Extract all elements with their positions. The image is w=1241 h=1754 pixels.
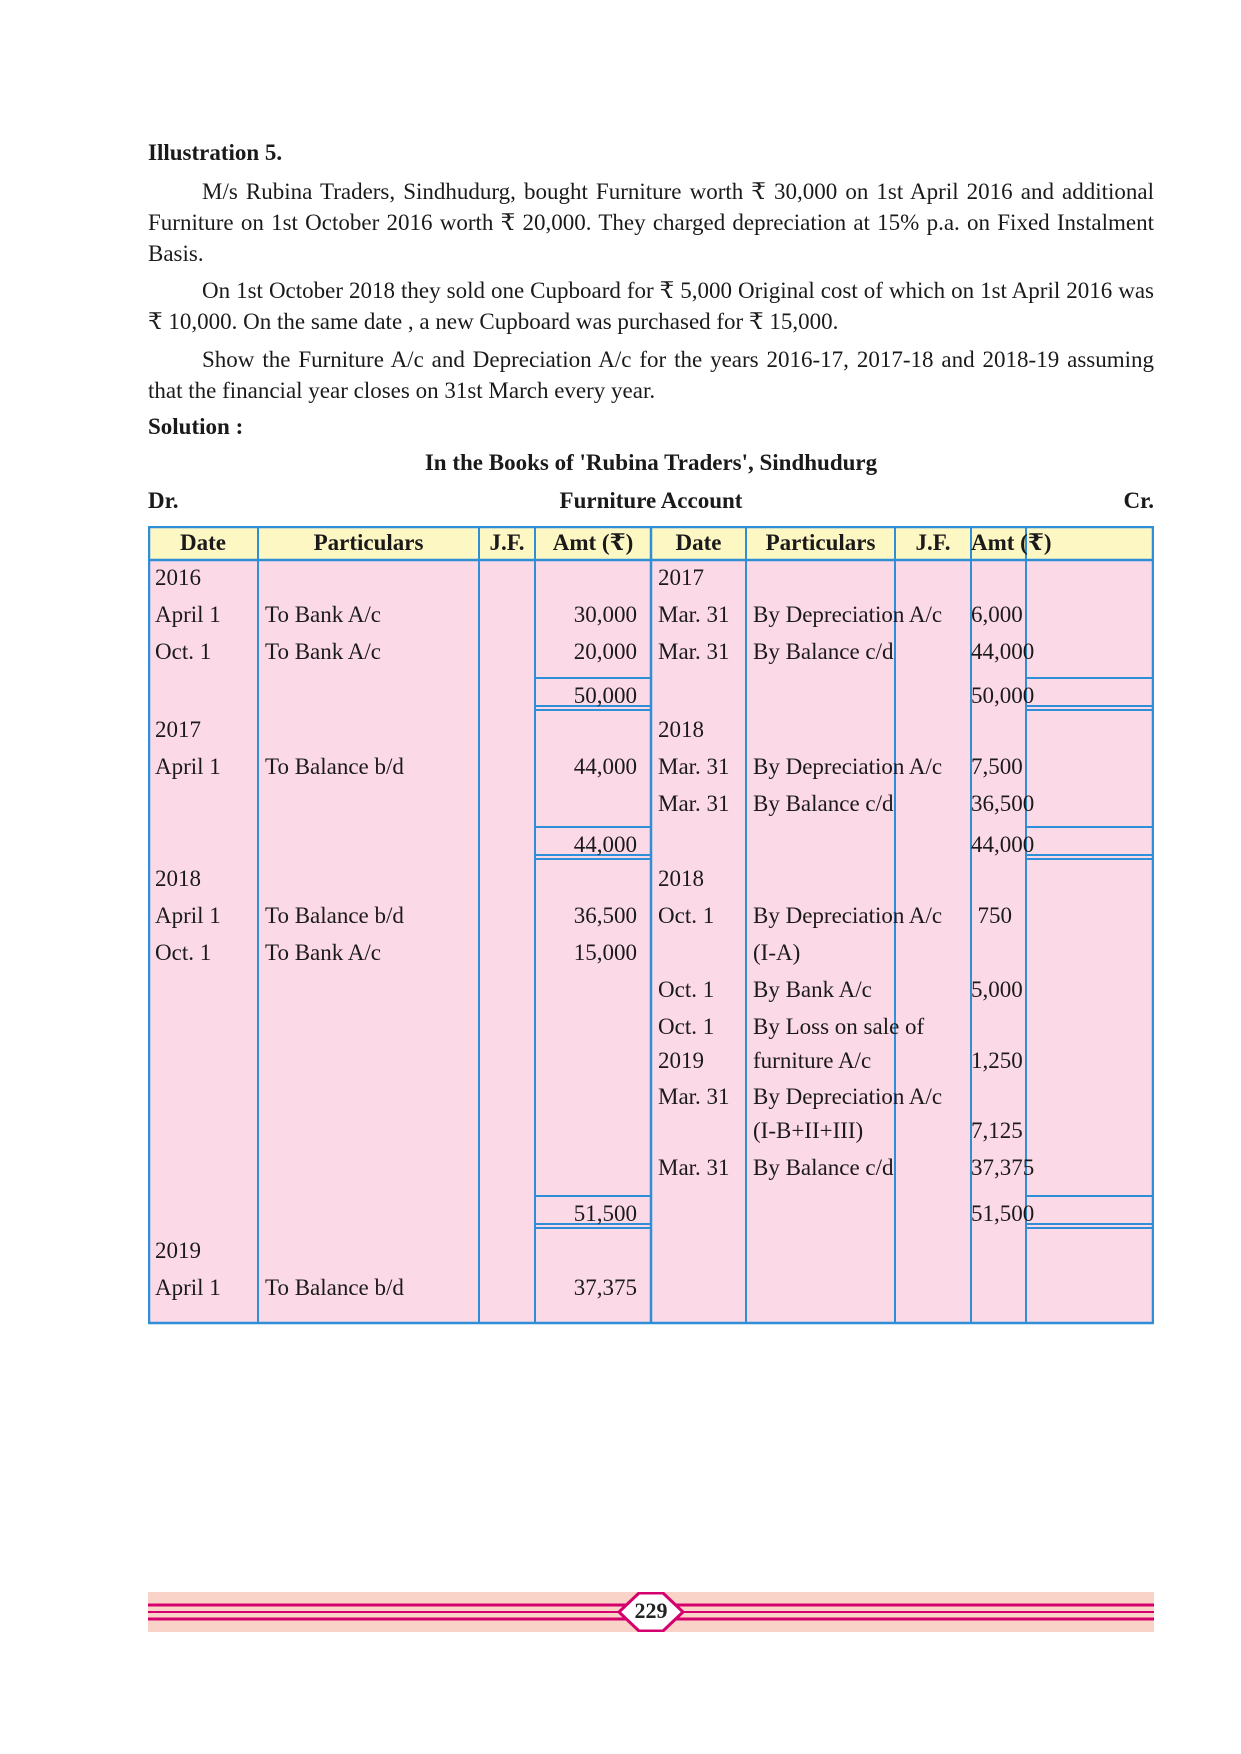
cell-dr-amount: 51,500 (573, 1201, 637, 1226)
cell-dr-particulars: To Bank A/c (265, 602, 381, 627)
header-dr-jf: J.F. (489, 530, 525, 555)
cell-cr-date: Mar. 31 (658, 754, 730, 779)
cell-cr-particulars: By Balance c/d (753, 1155, 894, 1180)
cell-cr-particulars: By Loss on sale of (753, 1014, 925, 1039)
cell-cr-amount: 7,500 (971, 754, 1023, 779)
cell-cr-date: 2018 (658, 866, 704, 891)
cell-cr-particulars: By Balance c/d (753, 639, 894, 664)
solution-label: Solution : (148, 414, 244, 439)
cell-cr-amount: 44,000 (971, 832, 1035, 857)
cell-cr-amount: 750 (977, 903, 1012, 928)
cell-cr-date: Mar. 31 (658, 602, 730, 627)
cell-cr-date: Mar. 31 (658, 1084, 730, 1109)
cell-dr-amount: 30,000 (573, 602, 637, 627)
cell-cr-particulars: (I-A) (753, 940, 801, 965)
cell-cr-date: Mar. 31 (658, 639, 730, 664)
header-cr-date: Date (675, 530, 722, 555)
header-dr-amount: Amt (₹) (552, 530, 634, 555)
cell-cr-amount: 44,000 (971, 639, 1035, 664)
cell-cr-date: Mar. 31 (658, 791, 730, 816)
furniture-ledger-table (148, 526, 1154, 1326)
cell-cr-amount: 36,500 (971, 791, 1035, 816)
cell-dr-amount: 37,375 (573, 1275, 637, 1300)
page-number: 229 (634, 1598, 668, 1623)
cell-cr-date: 2018 (658, 717, 704, 742)
debit-label: Dr. (148, 488, 179, 513)
cell-cr-amount: 6,000 (971, 602, 1023, 627)
cell-dr-amount: 50,000 (573, 683, 637, 708)
cell-cr-particulars: furniture A/c (753, 1048, 872, 1073)
cell-cr-particulars: By Bank A/c (753, 977, 872, 1002)
cell-cr-date: Oct. 1 (658, 903, 715, 928)
header-dr-date: Date (180, 530, 226, 555)
header-cr-amount: Amt (₹) (971, 530, 1052, 555)
cell-dr-particulars: To Balance b/d (265, 754, 404, 779)
cell-cr-particulars: By Depreciation A/c (753, 903, 943, 928)
cell-dr-amount: 44,000 (573, 832, 637, 857)
cell-dr-particulars: To Bank A/c (265, 639, 381, 664)
header-cr-jf: J.F. (915, 530, 951, 555)
account-title: Furniture Account (559, 488, 743, 513)
illustration-heading: Illustration 5. (148, 140, 283, 165)
cell-dr-date: 2017 (155, 717, 201, 742)
cell-cr-amount: 51,500 (971, 1201, 1035, 1226)
books-title: In the Books of 'Rubina Traders', Sindhudurg (424, 450, 878, 475)
cell-dr-particulars: To Balance b/d (265, 1275, 404, 1300)
cell-cr-amount: 50,000 (971, 683, 1035, 708)
cell-cr-amount: 5,000 (971, 977, 1023, 1002)
cell-dr-date: 2016 (155, 565, 201, 590)
problem-paragraph-3: Show the Furniture A/c and Depreciation A/c for the years 2016-17, 2017-18 and 2018-19 assuming that the financial year closes on 31st March every year. (148, 347, 1154, 403)
cell-dr-date: April 1 (155, 1275, 221, 1300)
cell-cr-amount: 7,125 (971, 1118, 1023, 1143)
page-footer (148, 1592, 1154, 1632)
cell-cr-date: Mar. 31 (658, 1155, 730, 1180)
cell-dr-date: Oct. 1 (155, 639, 212, 664)
cell-dr-amount: 15,000 (573, 940, 637, 965)
cell-cr-particulars: By Balance c/d (753, 791, 894, 816)
cell-dr-particulars: To Bank A/c (265, 940, 381, 965)
cell-cr-date: Oct. 1 (658, 1014, 715, 1039)
cell-cr-date: 2017 (658, 565, 704, 590)
cell-dr-date: 2019 (155, 1238, 201, 1263)
cell-cr-date: 2019 (658, 1048, 704, 1073)
cell-cr-amount: 37,375 (971, 1155, 1035, 1180)
header-cr-particulars: Particulars (765, 530, 876, 555)
cell-cr-particulars: By Depreciation A/c (753, 1084, 943, 1109)
cell-cr-particulars: By Depreciation A/c (753, 602, 943, 627)
cell-cr-particulars: By Depreciation A/c (753, 754, 943, 779)
cell-cr-particulars: (I-B+II+III) (753, 1118, 864, 1143)
cell-dr-amount: 36,500 (573, 903, 637, 928)
cell-dr-amount: 44,000 (573, 754, 637, 779)
cell-cr-date: Oct. 1 (658, 977, 715, 1002)
cell-dr-date: April 1 (155, 903, 221, 928)
problem-paragraph-1: M/s Rubina Traders, Sindhudurg, bought Furniture worth ₹ 30,000 on 1st April 2016 and additional Furniture on 1st October 2016 worth ₹ 20,000. They charged depreciation at 15% p.a. on Fixed Instalment Basis. (148, 179, 1154, 266)
cell-cr-amount: 1,250 (971, 1048, 1023, 1073)
cell-dr-particulars: To Balance b/d (265, 903, 404, 928)
problem-paragraph-2: On 1st October 2018 they sold one Cupboard for ₹ 5,000 Original cost of which on 1st April 2016 was ₹ 10,000. On the same date , a new Cupboard was purchased for ₹ 15,000. (148, 278, 1154, 334)
cell-dr-date: April 1 (155, 754, 221, 779)
cell-dr-date: April 1 (155, 602, 221, 627)
cell-dr-date: Oct. 1 (155, 940, 212, 965)
cell-dr-amount: 20,000 (573, 639, 637, 664)
credit-label: Cr. (1123, 488, 1154, 513)
cell-dr-date: 2018 (155, 866, 201, 891)
header-dr-particulars: Particulars (313, 530, 424, 555)
